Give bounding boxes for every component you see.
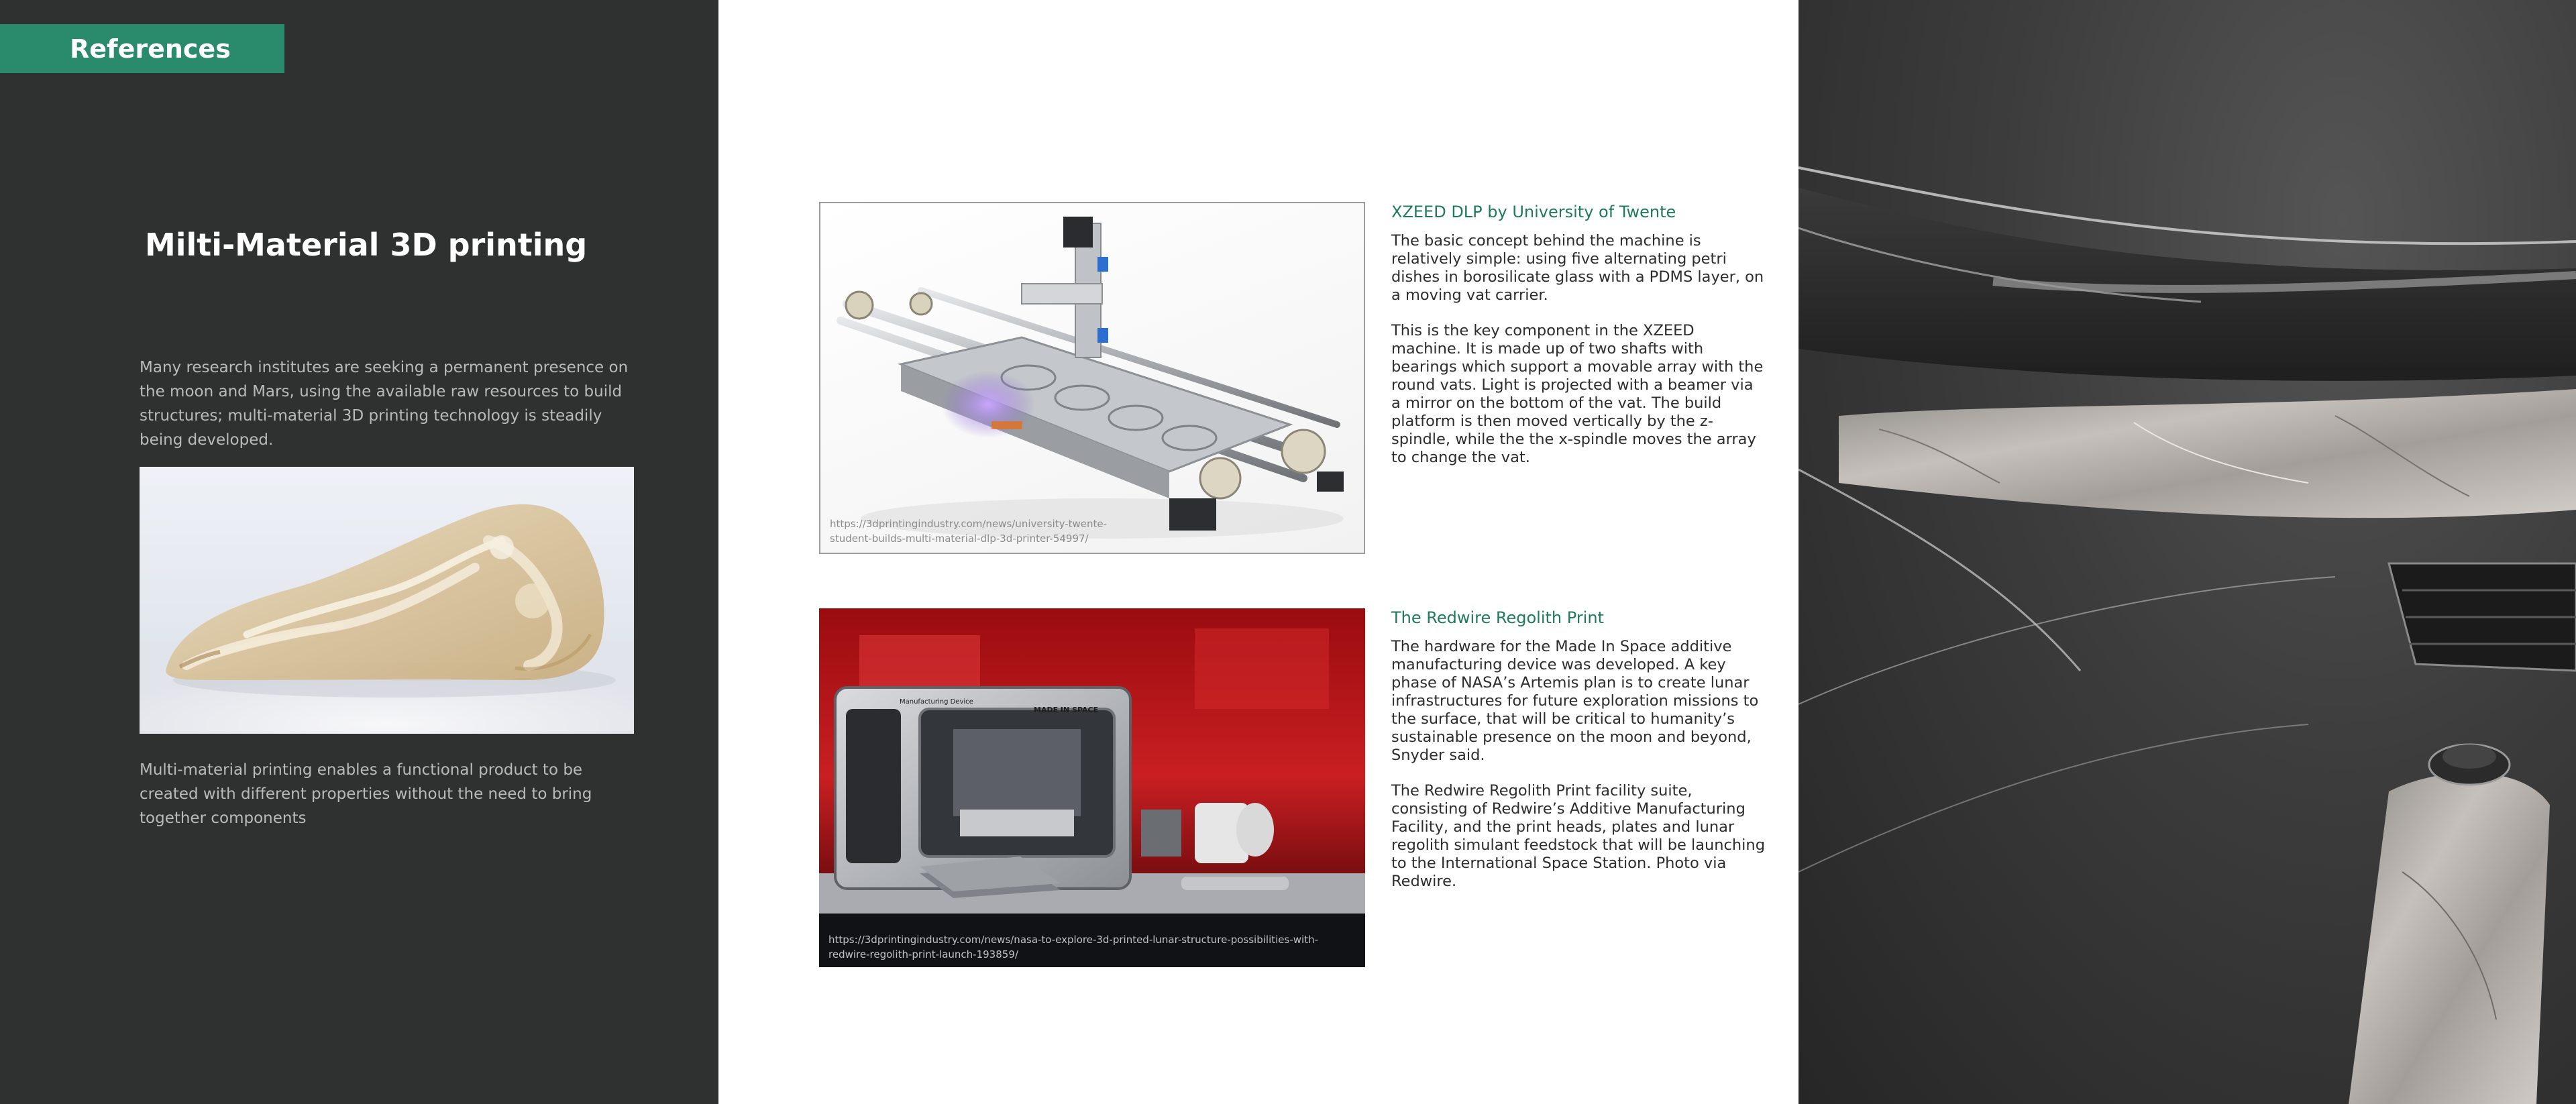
xzeed-dlp-printer-photo [819,202,1365,554]
foot-illustration [140,467,634,734]
section-tab: References [0,24,284,73]
entry-redwire [1391,607,1767,891]
intro-text: Many research institutes are seeking a permanent presence on the moon and Mars, using the available raw resources to build structures; multi-material 3D printing technology is steadily being developed. [140,359,629,449]
printer-illustration [820,203,1364,553]
dashboard-sketch [1799,0,2576,1104]
brand-label: MADE IN SPACE [1034,706,1099,714]
entry-title: XZEED DLP by University of Twente [1391,203,1676,221]
left-panel [0,0,718,1104]
page-title: Milti-Material 3D printing [145,227,588,263]
device-label: Manufacturing Device [900,698,973,706]
entry-paragraph: The basic concept behind the machine is relatively simple: using five alternating petri dishes in borosilicate glass with a PDMS layer, on a moving vat carrier. [1391,232,1764,304]
entry-paragraph: The hardware for the Made In Space additive manufacturing device was developed. A key phase of NASA’s Artemis plan is to create lunar infrastructures for future exploration missions to the surface, that will be critical to humanity’s sustainable presence on the moon and beyond, Snyder said. [1391,638,1759,764]
entry-xzeed [1391,201,1767,467]
entry-paragraph: This is the key component in the XZEED machine. It is made up of two shafts with bearings which support a movable array with the round vats. Light is projected with a beamer via a mirror on the bottom of the vat. The build platform is then moved vertically by the z-spindle, while the the x-spindle moves the array to change the vat. [1391,322,1764,466]
regolith-printer-illustration [819,608,1365,914]
car-interior-render [1799,0,2576,1104]
figure-source-url: https://3dprintingindustry.com/news/nasa-to-explore-3d-printed-lunar-structure-possibilities-with-redwire-regolith-print-launch-193859/ [828,934,1318,960]
caption-text: Multi-material printing enables a functional product to be created with different properties without the need to bring together components [140,761,592,827]
entry-title: The Redwire Regolith Print [1391,608,1604,627]
entry-paragraph: The Redwire Regolith Print facility suite, consisting of Redwire’s Additive Manufacturing Facility, and the print heads, plates and lunar regolith simulant feedstock that will be launching to the International Space Station. Photo via Redwire. [1391,782,1765,890]
figure-source-url: https://3dprintingindustry.com/news/university-twente-student-builds-multi-material-dlp-3d-printer-54997/ [830,518,1108,545]
translucent-foot-print-photo [140,467,634,734]
redwire-regolith-print-photo [819,608,1365,967]
